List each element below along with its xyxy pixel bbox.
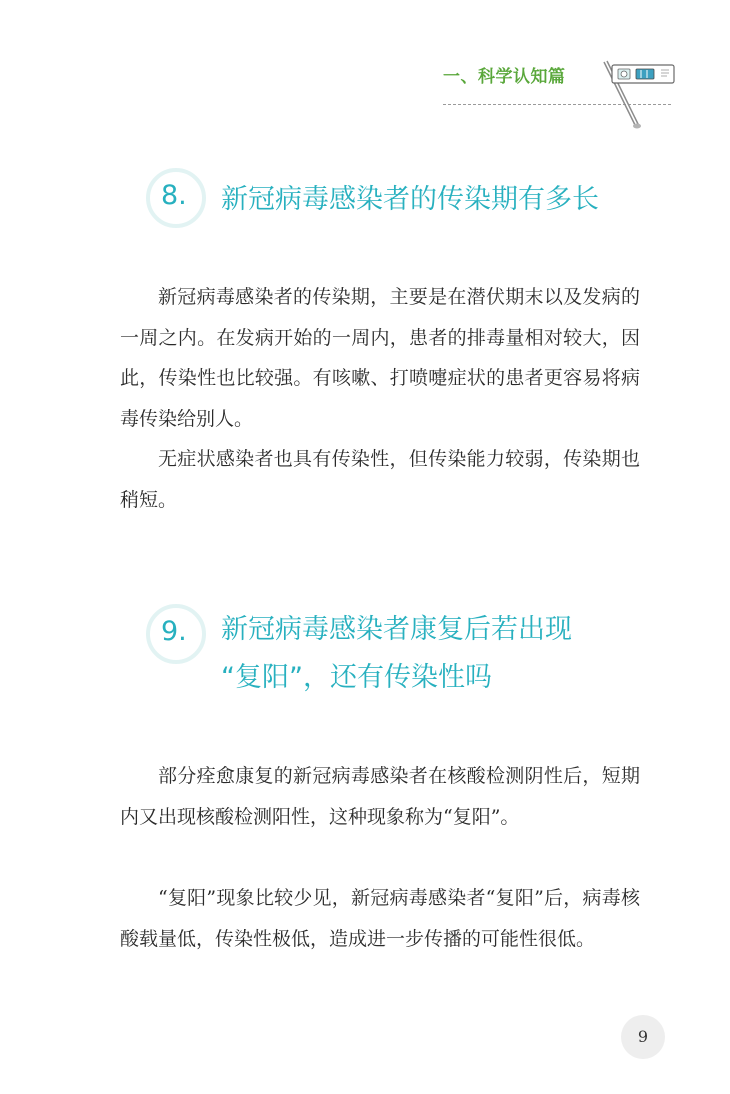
- page-number: 9: [637, 1027, 649, 1046]
- question-9-title-line-1: 新冠病毒感染者康复后若出现: [221, 614, 572, 645]
- question-9-title-line-2: “复阳”，还有传染性吗: [221, 662, 492, 693]
- question-9-paragraph-1: 部分痊愈康复的新冠病毒感染者在核酸检测阴性后，短期内又出现核酸检测阳性，这种现象称为“复阳”。: [120, 765, 640, 828]
- question-8-title: 新冠病毒感染者的传染期有多长: [221, 184, 599, 215]
- antigen-test-kit-icon: [598, 60, 678, 130]
- question-8-number: 8.: [161, 180, 187, 211]
- question-9-number: 9.: [161, 616, 187, 647]
- question-9-paragraph-2: “复阳”现象比较少见，新冠病毒感染者“复阳”后，病毒核酸载量低，传染性极低，造成进一步传播的可能性很低。: [120, 887, 640, 950]
- question-8-paragraph-1: 新冠病毒感染者的传染期，主要是在潜伏期末以及发病的一周之内。在发病开始的一周内，患者的排毒量相对较大，因此，传染性也比较强。有咳嗽、打喷嚏症状的患者更容易将病毒传染给别人。: [120, 286, 640, 430]
- section-label: 一、科学认知篇: [443, 67, 566, 87]
- question-8-paragraph-2: 无症状感染者也具有传染性，但传染能力较弱，传染期也稍短。: [120, 448, 640, 511]
- page-number-badge: [621, 1015, 665, 1059]
